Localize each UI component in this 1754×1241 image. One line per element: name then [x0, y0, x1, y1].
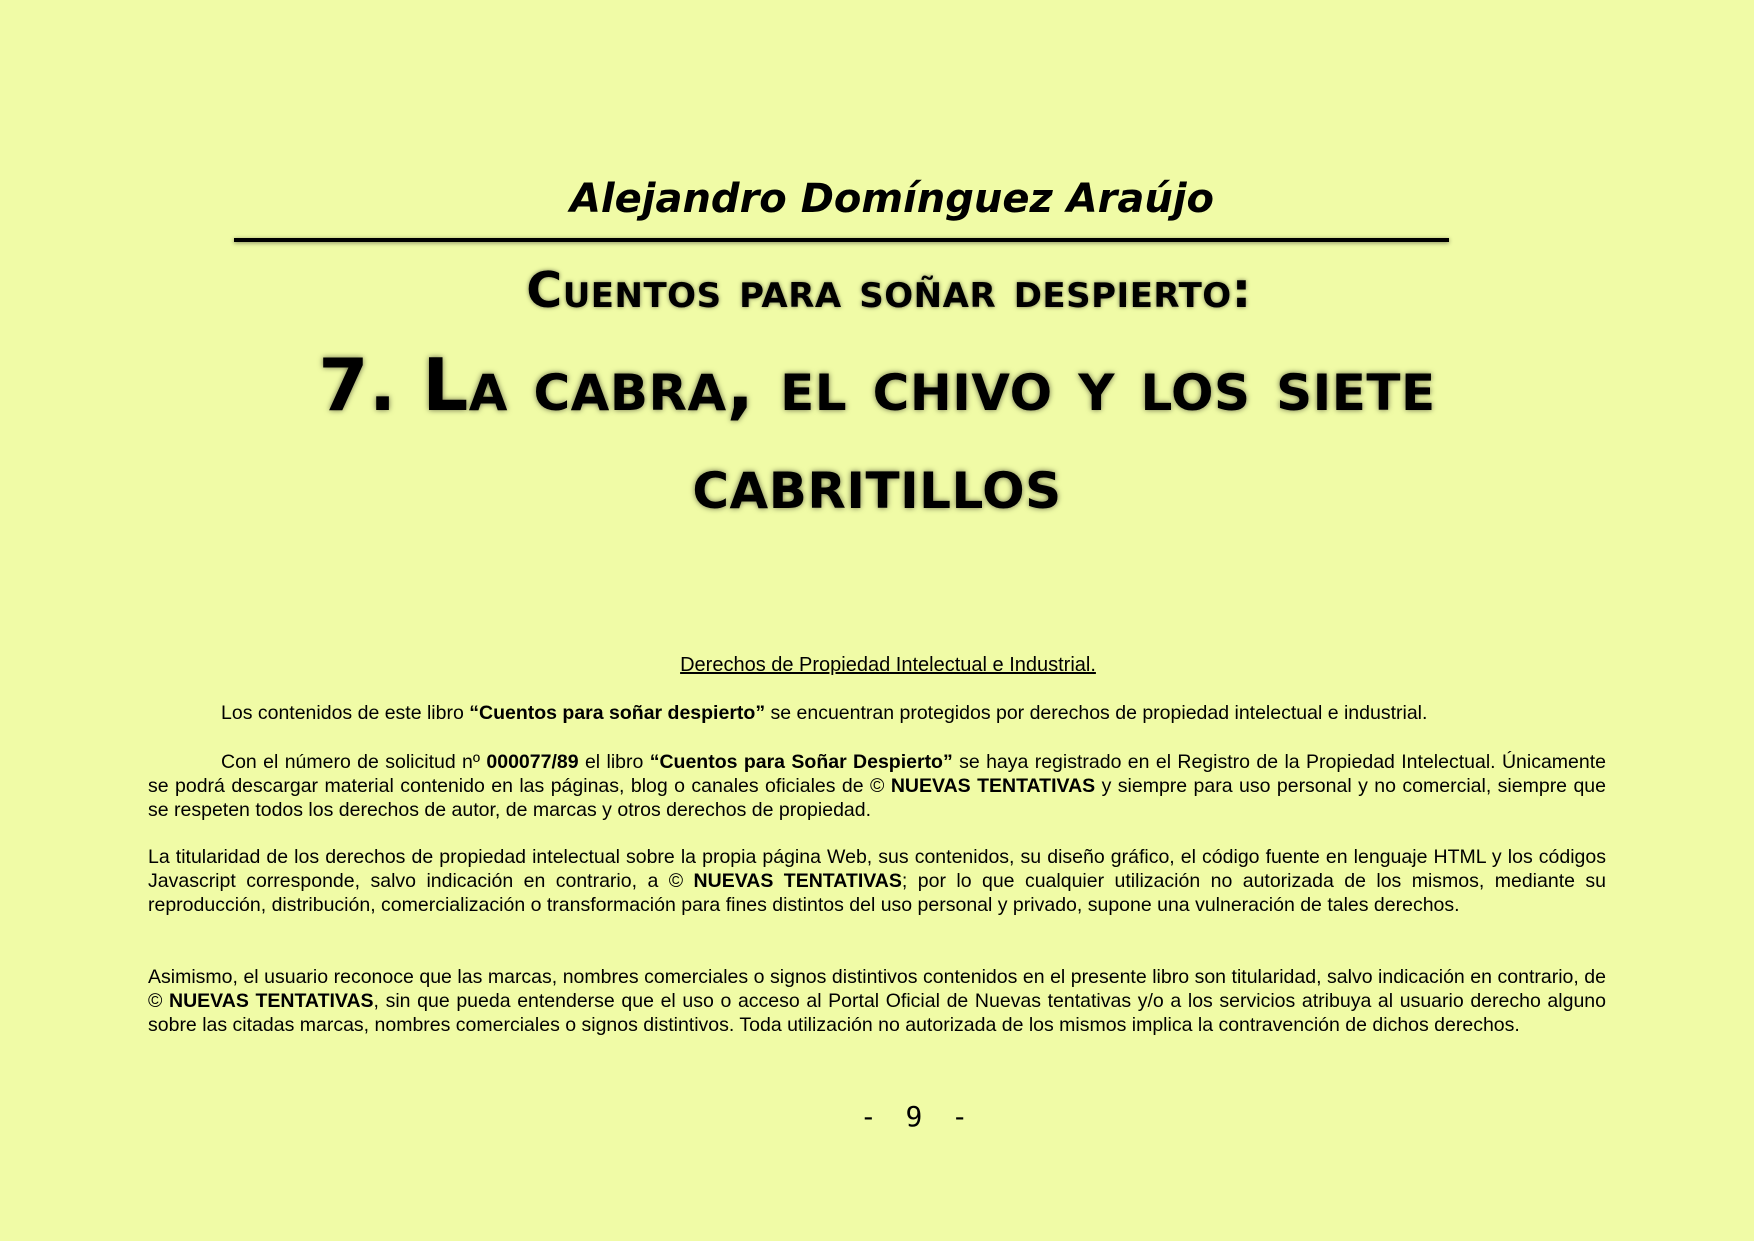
text-run: se encuentran protegidos por derechos de propiedad intelectual e industrial.	[765, 702, 1428, 724]
text-run: Los contenidos de este libro	[221, 702, 470, 724]
rights-paragraph-1	[148, 701, 1606, 725]
story-title	[260, 336, 1494, 532]
series-title: Cuentos para soñar despierto:	[526, 262, 1252, 319]
rights-paragraph-3	[148, 845, 1606, 917]
story-title-line-2: cabritillos	[692, 441, 1062, 525]
publisher-name-bold: NUEVAS TENTATIVAS	[890, 775, 1096, 797]
text-run: Con el número de solicitud nº	[221, 751, 487, 773]
story-title-line-1: 7. La cabra, el chivo y los siete	[318, 343, 1436, 427]
header-rule	[234, 238, 1449, 242]
text-run: el libro	[578, 751, 650, 773]
author-name: Alejandro Domínguez Araújo	[569, 176, 1215, 222]
book-title-bold: “Cuentos para Soñar Despierto”	[649, 751, 953, 773]
text-run: La titularidad de los derechos de propiedad intelectual sobre la propia página Web, sus contenidos, su diseño gráfico, el código fuente en lenguaje HTML y los códigos Javascript corresponde, salvo indicación en contrario, a ©	[148, 846, 1606, 892]
publisher-name-bold: NUEVAS TENTATIVAS	[693, 870, 902, 892]
text-run: y siempre para uso personal y no comercial, siempre que se respeten todos los derechos de autor, de marcas y otros derechos de propiedad.	[148, 775, 1606, 821]
rights-heading: Derechos de Propiedad Intelectual e Industrial.	[680, 654, 1096, 676]
rights-paragraph-2	[148, 750, 1606, 822]
rights-paragraph-4	[148, 965, 1606, 1037]
text-run: Asimismo, el usuario reconoce que las marcas, nombres comerciales o signos distintivos contenidos en el presente libro son titularidad, salvo indicación en contrario, de ©	[148, 966, 1606, 1012]
text-run: se haya registrado en el Registro de la Propiedad Intelectual. Únicamente se podrá descargar material contenido en las páginas, blog o canales oficiales de ©	[148, 751, 1606, 797]
registration-number-bold: 000077/89	[486, 751, 579, 773]
publisher-name-bold: NUEVAS TENTATIVAS	[169, 990, 374, 1012]
page-number: - 9 -	[859, 1100, 975, 1133]
text-run: ; por lo que cualquier utilización no autorizada de los mismos, mediante su reproducción, distribución, comercialización o transformación para fines distintos del uso personal y privado, supone una vulneración de tales derechos.	[148, 870, 1607, 916]
text-run: , sin que pueda entenderse que el uso o acceso al Portal Oficial de Nuevas tentativas y/o a los servicios atribuya al usuario derecho alguno sobre las citadas marcas, nombres comerciales o signos distintivos. Toda utilización no autorizada de los mismos implica la contravención de dichos derechos.	[148, 990, 1606, 1036]
book-title-bold: “Cuentos para soñar despierto”	[469, 702, 766, 724]
